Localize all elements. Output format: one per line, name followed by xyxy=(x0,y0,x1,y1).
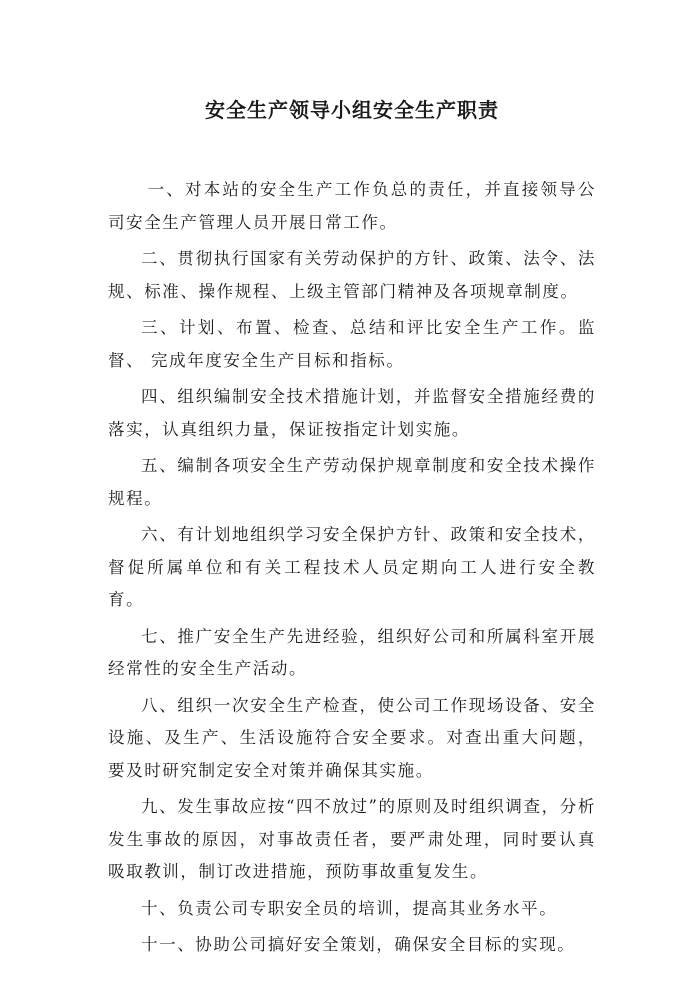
paragraph-2: 二、贯彻执行国家有关劳动保护的方针、政策、法令、法规、标准、操作规程、上级主管部门精神及各项规章制度。 xyxy=(108,249,596,301)
paragraph-1: 一、对本站的安全生产工作负总的责任，并直接领导公司安全生产管理人员开展日常工作。 xyxy=(108,180,596,232)
paragraph-11: 十一、协助公司搞好安全策划，确保安全目标的实现。 xyxy=(141,935,576,954)
paragraph-6: 六、有计划地组织学习安全保护方针、政策和安全技术，督促所属单位和有关工程技术人员定期向工人进行安全教育。 xyxy=(108,525,596,609)
paragraph-9: 九、发生事故应按“四不放过”的原则及时组织调查，分析发生事故的原因，对事故责任者，要严肃处理，同时要认真吸取教训，制订改进措施，预防事故重复发生。 xyxy=(108,797,596,881)
document-title: 安全生产领导小组安全生产职责 xyxy=(205,98,499,122)
paragraph-5: 五、编制各项安全生产劳动保护规章制度和安全技术操作规程。 xyxy=(108,456,596,508)
paragraph-3: 三、计划、布置、检查、总结和评比安全生产工作。监督、 完成年度安全生产目标和指标。 xyxy=(108,318,596,370)
paragraph-4: 四、组织编制安全技术措施计划，并监督安全措施经费的落实，认真组织力量，保证按指定计划实施。 xyxy=(108,387,596,439)
paragraph-7: 七、推广安全生产先进经验，组织好公司和所属科室开展经常性的安全生产活动。 xyxy=(108,626,596,678)
paragraph-10: 十、负责公司专职安全员的培训，提高其业务水平。 xyxy=(141,898,558,918)
document-body xyxy=(108,174,596,962)
paragraph-8: 八、组织一次安全生产检查，使公司工作现场设备、安全设施、及生产、生活设施符合安全要求。对查出重大问题，要及时研究制定安全对策并确保其实施。 xyxy=(108,695,596,780)
